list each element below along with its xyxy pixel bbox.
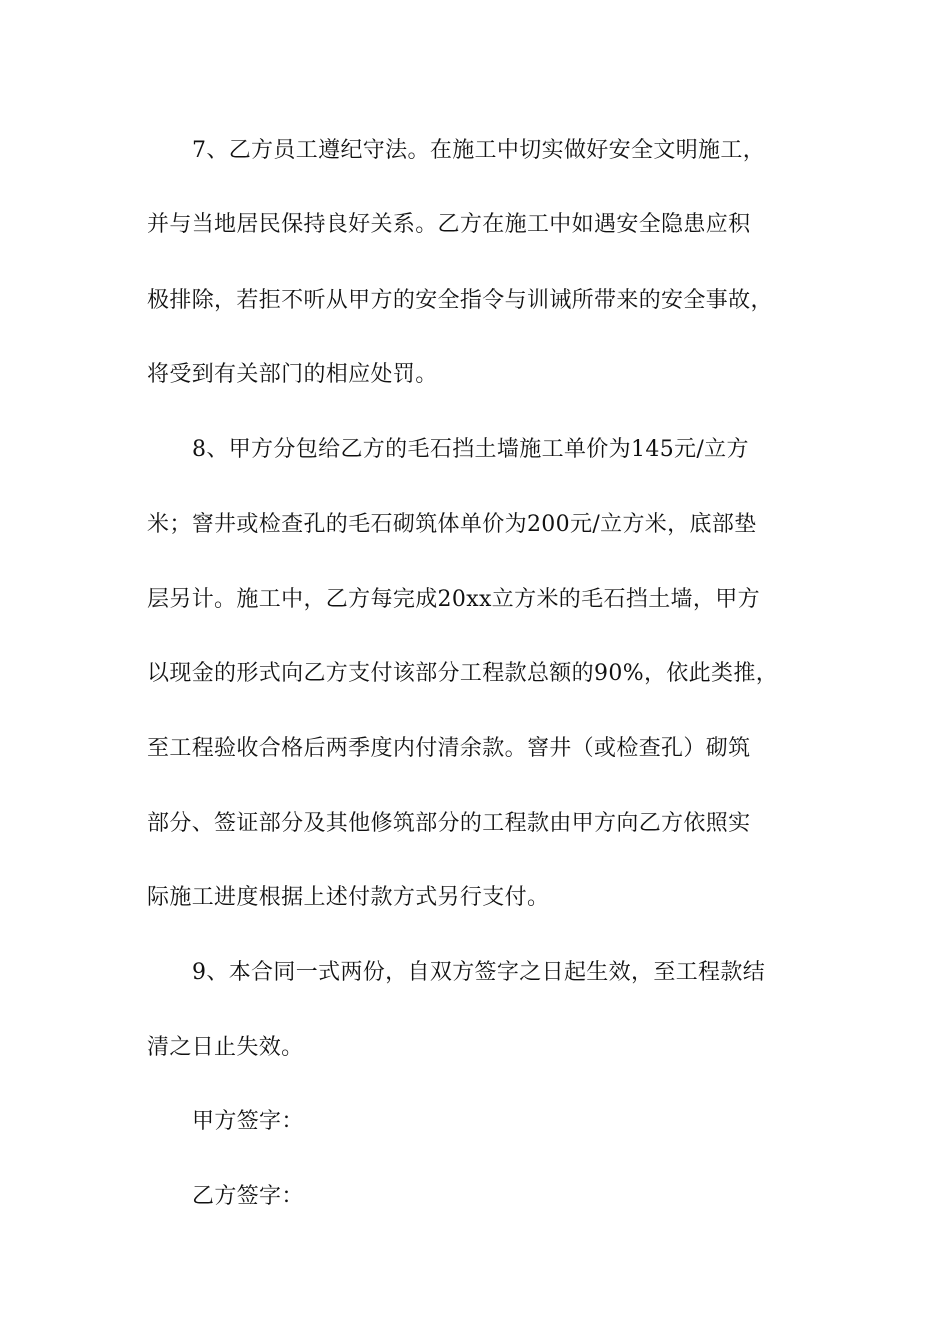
clause-8-line-1: 8、甲方分包给乙方的毛石挡土墙施工单价为145元/立方	[192, 437, 749, 462]
clause-8-line-3: 层另计。施工中，乙方每完成20xx立方米的毛石挡土墙，甲方	[147, 587, 760, 612]
clause-9-line-2: 清之日止失效。	[147, 1035, 304, 1060]
clause-8-line-4: 以现金的形式向乙方支付该部分工程款总额的90%，依此类推，	[147, 661, 779, 686]
clause-7-line-3: 极排除，若拒不听从甲方的安全指令与训诫所带来的安全事故，	[147, 288, 773, 313]
clause-7-line-4: 将受到有关部门的相应处罚。	[147, 362, 438, 387]
clause-9-line-1: 9、本合同一式两份，自双方签字之日起生效，至工程款结	[192, 960, 766, 985]
clause-8-line-2: 米；窨井或检查孔的毛石砌筑体单价为200元/立方米，底部垫	[147, 512, 757, 537]
clause-8-line-7: 际施工进度根据上述付款方式另行支付。	[147, 885, 550, 910]
party-b-signature-label: 乙方签字：	[192, 1184, 304, 1209]
clause-8-line-6: 部分、签证部分及其他修筑部分的工程款由甲方向乙方依照实	[147, 811, 751, 836]
clause-8-line-5: 至工程验收合格后两季度内付清余款。窨井（或检查孔）砌筑	[147, 736, 751, 761]
clause-7-line-2: 并与当地居民保持良好关系。乙方在施工中如遇安全隐患应积	[147, 212, 751, 237]
party-a-signature-label: 甲方签字：	[192, 1109, 304, 1134]
clause-7-line-1: 7、乙方员工遵纪守法。在施工中切实做好安全文明施工，	[192, 138, 766, 163]
